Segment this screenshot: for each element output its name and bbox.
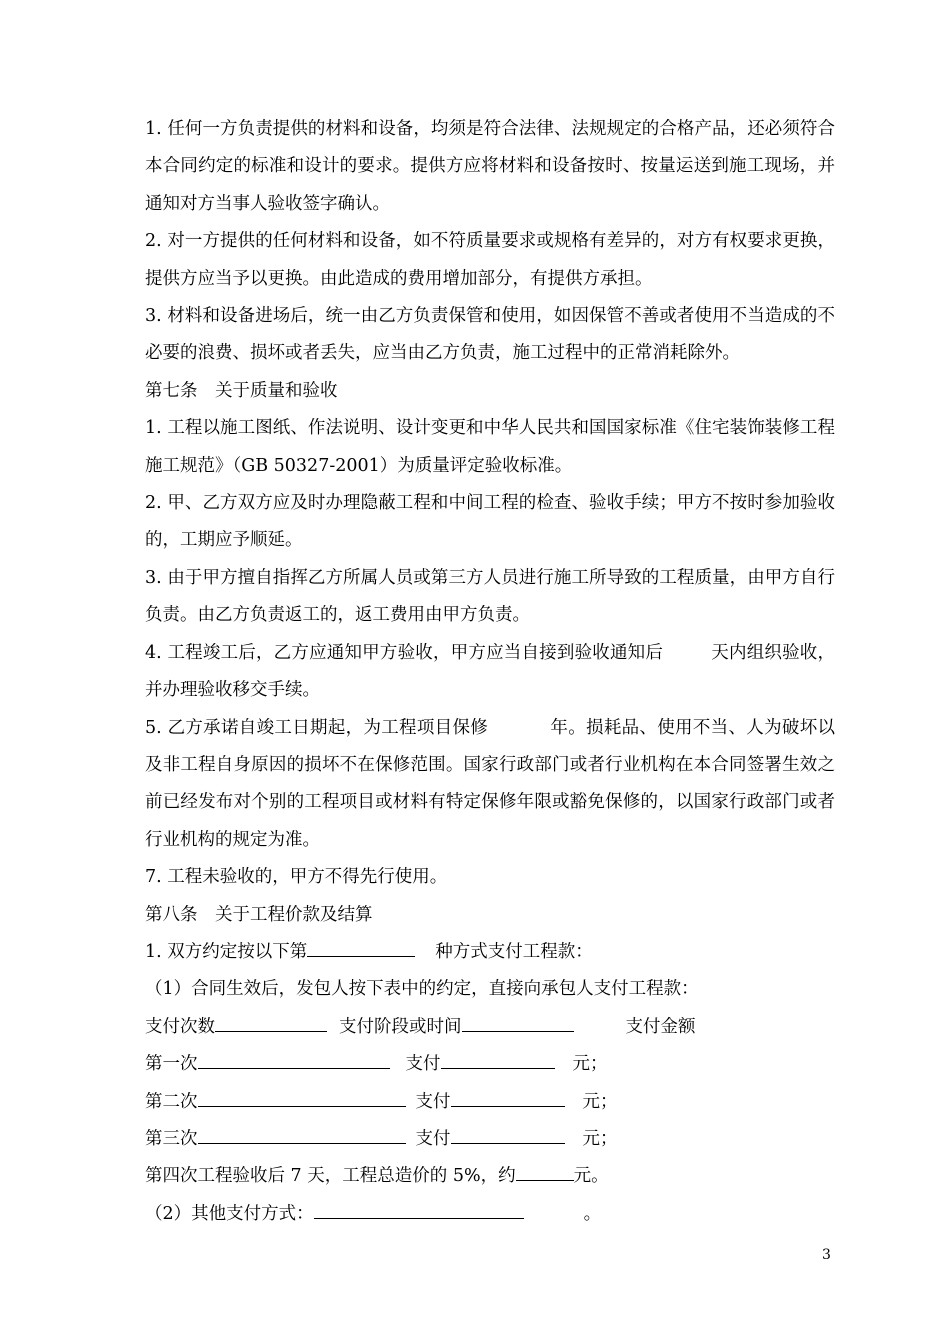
clause-quality-5: 5. 乙方承诺自竣工日期起，为工程项目保修 年。损耗品、使用不当、人为破坏以及非工程自身原因的损坏不在保修范围。国家行政部门或者行业机构在本合同签署生效之前已经发布对个别的工程项目或材料有特定保修年限或豁免保修的，以国家行政部门或者行业机构的规定为准。 [145,717,835,850]
blank-installment-3-amount [451,1125,565,1144]
payment-intro: （1）合同生效后，发包人按下表中的约定，直接向承包人支付工程款： [145,979,699,1000]
installment-4: 第四次工程验收后 7 天，工程总造价的 5%，约 元。 [145,1158,835,1195]
clause-payment-1: 1. 双方约定按以下第 种方式支付工程款： [145,934,835,971]
clause-quality-7: 7. 工程未验收的，甲方不得先行使用。 [145,867,448,888]
blank-count [215,1012,327,1031]
installment-1: 第一次 支付 元； [145,1046,835,1083]
blank-installment-3-stage [198,1125,406,1144]
article-8-heading: 第八条 关于工程价款及结算 [145,904,373,925]
clause-quality-1: 1. 工程以施工图纸、作法说明、设计变更和中华人民共和国国家标准《住宅装饰装修工程施工规范》（GB 50327-2001）为质量评定验收标准。 [145,418,835,476]
clause-quality-3: 3. 由于甲方擅自指挥乙方所属人员或第三方人员进行施工所导致的工程质量，由甲方自行负责。由乙方负责返工的，返工费用由甲方负责。 [145,567,835,626]
payment-header: 支付次数 支付阶段或时间 支付金额 [145,1009,835,1046]
blank-installment-1-amount [441,1050,555,1069]
clause-material-2: 2. 对一方提供的任何材料和设备，如不符质量要求或规格有差异的，对方有权要求更换，提供方应当予以更换。由此造成的费用增加部分，有提供方承担。 [145,231,835,289]
contract-body [145,111,835,1233]
blank-installment-2-amount [451,1087,565,1106]
clause-material-3: 3. 材料和设备进场后，统一由乙方负责保管和使用，如因保管不善或者使用不当造成的不必要的浪费、损坏或者丢失，应当由乙方负责，施工过程中的正常消耗除外。 [145,306,835,364]
blank-stage [462,1012,574,1031]
blank-payment-method [307,938,415,957]
clause-quality-2: 2. 甲、乙方双方应及时办理隐蔽工程和中间工程的检查、验收手续；甲方不按时参加验收的，工期应予顺延。 [145,493,835,551]
blank-retention-amount [516,1162,574,1181]
article-7-heading: 第七条 关于质量和验收 [145,380,338,401]
installment-2: 第二次 支付 元； [145,1084,835,1121]
blank-other-method [314,1199,524,1218]
page-number: 3 [822,1247,831,1263]
blank-installment-2-stage [198,1087,406,1106]
other-payment: （2）其他支付方式： 。 [145,1196,835,1233]
clause-material-1: 1. 任何一方负责提供的材料和设备，均须是符合法律、法规规定的合格产品，还必须符合本合同约定的标准和设计的要求。提供方应将材料和设备按时、按量运送到施工现场，并通知对方当事人验收签字确认。 [145,119,835,214]
clause-quality-4: 4. 工程竣工后，乙方应通知甲方验收，甲方应当自接到验收通知后 天内组织验收，并办理验收移交手续。 [145,642,836,701]
installment-3: 第三次 支付 元； [145,1121,835,1158]
blank-installment-1-stage [198,1050,390,1069]
